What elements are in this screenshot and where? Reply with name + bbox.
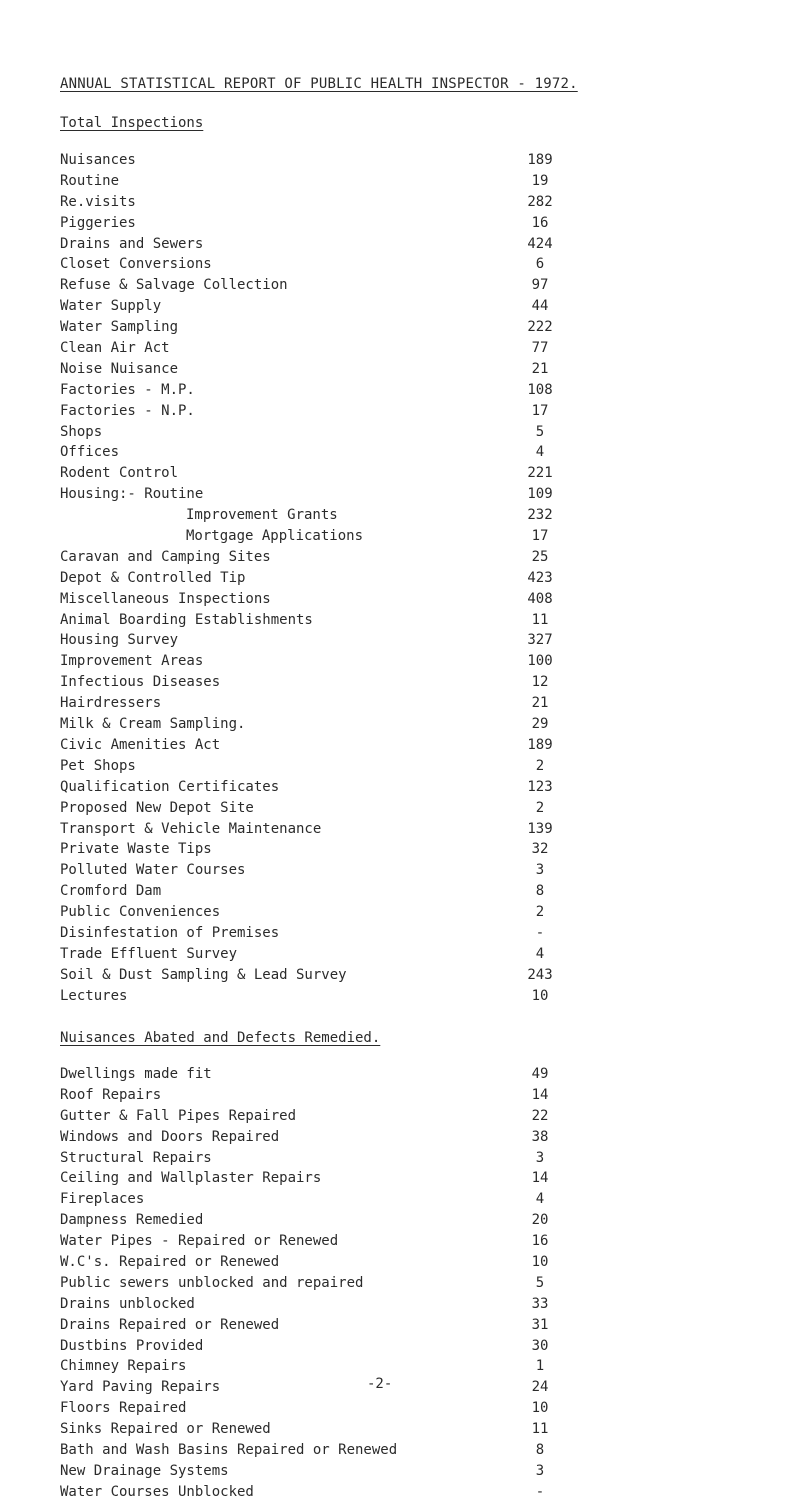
item-value: - xyxy=(535,924,545,941)
item-label: Improvement Areas xyxy=(60,653,204,670)
item-label: Water Supply xyxy=(60,298,162,315)
list-item xyxy=(60,275,580,296)
item-value: 77 xyxy=(531,340,549,357)
item-label: Dampness Remedied xyxy=(60,1212,204,1229)
item-label: Improvement Grants xyxy=(186,507,338,524)
item-label: Miscellaneous Inspections xyxy=(60,590,271,607)
list-item xyxy=(60,505,580,526)
list-item xyxy=(60,338,580,359)
list-item xyxy=(60,860,580,881)
item-label: Soil & Dust Sampling & Lead Survey xyxy=(60,966,347,983)
item-value: 3 xyxy=(535,1462,545,1479)
item-label: Windows and Doors Repaired xyxy=(60,1128,280,1145)
item-value: 11 xyxy=(531,1421,549,1438)
list-item xyxy=(60,213,580,234)
item-label: Cromford Dam xyxy=(60,883,162,900)
item-label: Proposed New Depot Site xyxy=(60,799,254,816)
list-item xyxy=(60,923,580,944)
item-label: Nuisances xyxy=(60,152,136,168)
item-value: 243 xyxy=(527,966,553,983)
list-item xyxy=(60,672,580,693)
item-value: 8 xyxy=(535,1442,545,1459)
total-inspections-list xyxy=(60,150,580,1007)
item-label: Closet Conversions xyxy=(60,256,212,273)
list-item xyxy=(60,693,580,714)
item-value: 222 xyxy=(527,319,553,336)
item-value: 1 xyxy=(535,1358,545,1375)
item-value: 2 xyxy=(535,799,545,816)
list-item xyxy=(60,986,580,1007)
list-item xyxy=(60,777,580,798)
list-item xyxy=(60,1273,580,1294)
list-item xyxy=(60,484,580,505)
item-label: Transport & Vehicle Maintenance xyxy=(60,820,322,837)
list-item xyxy=(60,630,580,651)
item-value: 10 xyxy=(531,1254,549,1271)
item-label: New Drainage Systems xyxy=(60,1462,229,1479)
item-label: Water Courses Unblocked xyxy=(60,1483,254,1500)
item-label: Housing Survey xyxy=(60,632,179,649)
item-value: 6 xyxy=(535,256,545,273)
list-item xyxy=(60,756,580,777)
item-label: Chimney Repairs xyxy=(60,1358,187,1375)
item-label: Public sewers unblocked and repaired xyxy=(60,1274,364,1291)
list-item xyxy=(60,1377,580,1398)
item-value: 12 xyxy=(531,674,549,691)
list-item xyxy=(60,965,580,986)
item-label: Lectures xyxy=(60,987,128,1004)
list-item xyxy=(60,610,580,631)
list-item xyxy=(60,839,580,860)
item-label: Bath and Wash Basins Repaired or Renewed xyxy=(60,1442,398,1459)
list-item xyxy=(60,1210,580,1231)
list-item xyxy=(60,317,580,338)
item-value: 33 xyxy=(531,1295,549,1312)
list-item xyxy=(60,150,580,171)
item-value: 17 xyxy=(531,402,549,419)
list-item xyxy=(60,1356,580,1377)
list-item xyxy=(60,1440,580,1461)
item-value: 408 xyxy=(527,590,553,607)
item-label: Polluted Water Courses xyxy=(60,862,246,879)
item-value: 11 xyxy=(531,611,549,628)
list-item xyxy=(60,171,580,192)
item-label: W.C's. Repaired or Renewed xyxy=(60,1254,280,1271)
item-label: Noise Nuisance xyxy=(60,360,179,377)
item-label: Clean Air Act xyxy=(60,340,170,357)
list-item xyxy=(60,589,580,610)
item-label: Caravan and Camping Sites xyxy=(60,548,271,565)
item-value: 17 xyxy=(531,528,549,545)
list-item xyxy=(60,442,580,463)
item-label: Mortgage Applications xyxy=(186,528,364,545)
item-label: Milk & Cream Sampling. xyxy=(60,716,246,733)
item-label: Dwellings made fit xyxy=(60,1066,212,1082)
item-label: Sinks Repaired or Renewed xyxy=(60,1421,271,1438)
item-value: 24 xyxy=(531,1379,549,1396)
item-label: Private Waste Tips xyxy=(60,841,212,858)
item-value: 424 xyxy=(527,235,553,252)
list-item xyxy=(60,944,580,965)
list-item xyxy=(60,651,580,672)
list-item xyxy=(60,902,580,923)
item-label: Animal Boarding Establishments xyxy=(60,611,313,628)
list-item xyxy=(60,1482,580,1503)
nuisances-abated-list xyxy=(60,1064,580,1503)
item-value: 108 xyxy=(527,381,553,398)
item-label: Ceiling and Wallplaster Repairs xyxy=(60,1170,322,1187)
item-label: Fireplaces xyxy=(60,1191,145,1208)
item-label: Roof Repairs xyxy=(60,1086,162,1103)
document-title: ANNUAL STATISTICAL REPORT OF PUBLIC HEALTH INSPECTOR - 1972. xyxy=(60,76,578,92)
list-item xyxy=(60,296,580,317)
list-item xyxy=(60,359,580,380)
list-item xyxy=(60,735,580,756)
item-value: 30 xyxy=(531,1337,549,1354)
item-value: 97 xyxy=(531,277,549,294)
list-item xyxy=(60,1189,580,1210)
item-value: 189 xyxy=(527,736,553,753)
page-number: -2- xyxy=(367,1376,393,1392)
list-item xyxy=(60,1168,580,1189)
item-value: 232 xyxy=(527,507,553,524)
item-value: 22 xyxy=(531,1107,549,1124)
item-label: Water Pipes - Repaired or Renewed xyxy=(60,1233,339,1250)
item-value: 38 xyxy=(531,1128,549,1145)
list-item xyxy=(60,568,580,589)
list-item xyxy=(60,234,580,255)
item-label: Factories - N.P. xyxy=(60,402,195,419)
list-item xyxy=(60,1315,580,1336)
item-value: 21 xyxy=(531,695,549,712)
list-item xyxy=(60,1231,580,1252)
item-label: Drains unblocked xyxy=(60,1295,195,1312)
item-label: Rodent Control xyxy=(60,465,179,482)
item-label: Re.visits xyxy=(60,193,136,210)
item-label: Yard Paving Repairs xyxy=(60,1379,221,1396)
item-label: Piggeries xyxy=(60,214,136,231)
item-label: Public Conveniences xyxy=(60,904,221,921)
item-value: 189 xyxy=(527,152,553,168)
item-value: 19 xyxy=(531,172,549,189)
item-value: 4 xyxy=(535,1191,545,1208)
item-label: Dustbins Provided xyxy=(60,1337,204,1354)
item-value: 14 xyxy=(531,1170,549,1187)
list-item xyxy=(60,714,580,735)
item-label: Hairdressers xyxy=(60,695,162,712)
list-item xyxy=(60,1294,580,1315)
section-heading-nuisances-abated: Nuisances Abated and Defects Remedied. xyxy=(60,1030,381,1046)
list-item xyxy=(60,1148,580,1169)
item-value: 21 xyxy=(531,360,549,377)
list-item xyxy=(60,881,580,902)
item-value: 221 xyxy=(527,465,553,482)
item-value: 123 xyxy=(527,778,553,795)
item-value: 16 xyxy=(531,1233,549,1250)
list-item xyxy=(60,547,580,568)
item-value: 31 xyxy=(531,1316,549,1333)
item-label: Drains Repaired or Renewed xyxy=(60,1316,280,1333)
list-item xyxy=(60,1085,580,1106)
list-item xyxy=(60,463,580,484)
item-value: 4 xyxy=(535,444,545,461)
list-item xyxy=(60,819,580,840)
item-value: 32 xyxy=(531,841,549,858)
item-label: Structural Repairs xyxy=(60,1149,212,1166)
item-label: Disinfestation of Premises xyxy=(60,924,280,941)
item-label: Drains and Sewers xyxy=(60,235,204,252)
list-item xyxy=(60,526,580,547)
item-value: 327 xyxy=(527,632,553,649)
item-value: 16 xyxy=(531,214,549,231)
item-value: 2 xyxy=(535,904,545,921)
item-value: 3 xyxy=(535,862,545,879)
list-item xyxy=(60,380,580,401)
item-value: 109 xyxy=(527,486,553,503)
list-item xyxy=(60,192,580,213)
list-item xyxy=(60,422,580,443)
item-label: Gutter & Fall Pipes Repaired xyxy=(60,1107,297,1124)
item-value: 29 xyxy=(531,716,549,733)
list-item xyxy=(60,1461,580,1482)
list-item xyxy=(60,401,580,422)
item-value: 100 xyxy=(527,653,553,670)
list-item xyxy=(60,254,580,275)
item-value: - xyxy=(535,1483,545,1500)
item-value: 423 xyxy=(527,569,553,586)
item-label: Trade Effluent Survey xyxy=(60,945,238,962)
item-label: Routine xyxy=(60,172,120,189)
item-value: 3 xyxy=(535,1149,545,1166)
item-label: Offices xyxy=(60,444,120,461)
item-label: Floors Repaired xyxy=(60,1400,187,1417)
item-label: Factories - M.P. xyxy=(60,381,195,398)
item-value: 8 xyxy=(535,883,545,900)
item-label: Qualification Certificates xyxy=(60,778,280,795)
item-value: 10 xyxy=(531,987,549,1004)
item-label: Housing:- Routine xyxy=(60,486,204,503)
item-label: Pet Shops xyxy=(60,757,136,774)
item-value: 5 xyxy=(535,423,545,440)
item-value: 5 xyxy=(535,1274,545,1291)
item-label: Refuse & Salvage Collection xyxy=(60,277,288,294)
item-value: 14 xyxy=(531,1086,549,1103)
list-item xyxy=(60,1252,580,1273)
item-label: Depot & Controlled Tip xyxy=(60,569,246,586)
item-value: 44 xyxy=(531,298,549,315)
list-item xyxy=(60,1419,580,1440)
item-label: Infectious Diseases xyxy=(60,674,221,691)
item-label: Civic Amenities Act xyxy=(60,736,221,753)
item-value: 20 xyxy=(531,1212,549,1229)
item-label: Shops xyxy=(60,423,103,440)
list-item xyxy=(60,1398,580,1419)
item-value: 282 xyxy=(527,193,553,210)
list-item xyxy=(60,1106,580,1127)
list-item xyxy=(60,1064,580,1085)
list-item xyxy=(60,798,580,819)
list-item xyxy=(60,1127,580,1148)
item-value: 4 xyxy=(535,945,545,962)
list-item xyxy=(60,1336,580,1357)
item-value: 2 xyxy=(535,757,545,774)
item-value: 25 xyxy=(531,548,549,565)
section-heading-total-inspections: Total Inspections xyxy=(60,115,204,131)
item-value: 139 xyxy=(527,820,553,837)
item-value: 49 xyxy=(531,1066,549,1082)
item-label: Water Sampling xyxy=(60,319,179,336)
item-value: 10 xyxy=(531,1400,549,1417)
